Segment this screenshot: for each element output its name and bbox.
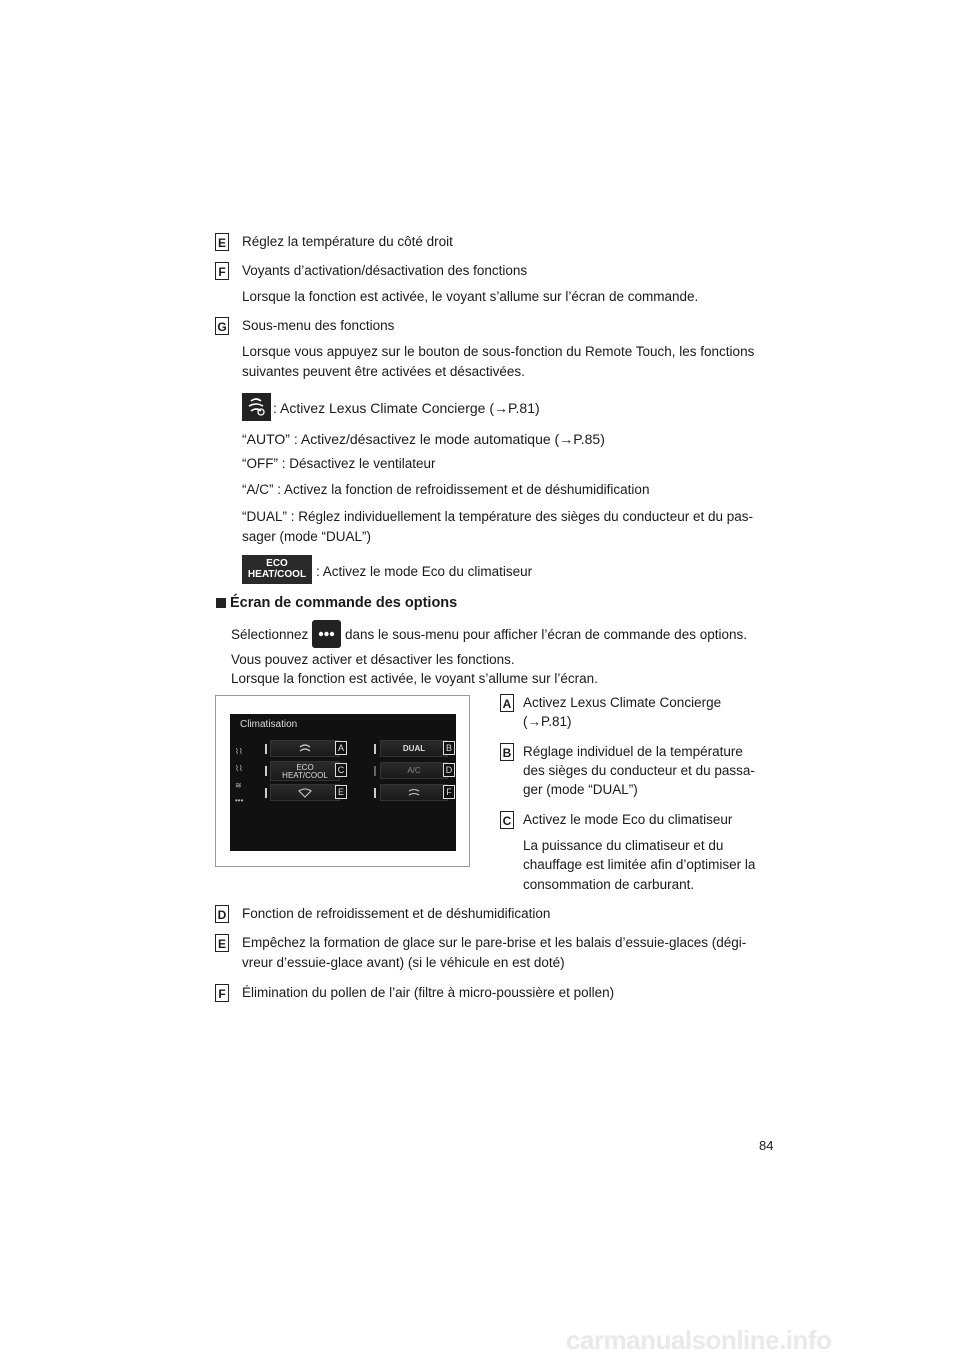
eco-btn-line-2: HEAT/COOL bbox=[282, 771, 328, 780]
pollen-filter-button[interactable] bbox=[380, 784, 448, 801]
screen-label-e: E bbox=[335, 785, 347, 799]
watermark bbox=[566, 1326, 956, 1354]
screen-label-c: C bbox=[335, 763, 347, 777]
badge-e: E bbox=[215, 233, 229, 251]
section-line-3: Lorsque la fonction est activée, le voyant s’allume sur l’écran. bbox=[231, 671, 598, 686]
eco-heat-cool-button[interactable] bbox=[270, 761, 340, 781]
submenu-auto: “AUTO” : Activez/désactivez le mode automatique (→P.85) bbox=[242, 431, 605, 447]
screen-title: Climatisation bbox=[240, 719, 298, 730]
item-e-line-2: vreur d’essuie-glace avant) (si le véhicule en est doté) bbox=[242, 955, 565, 970]
concierge-small-icon: ≋ bbox=[235, 781, 242, 790]
screen-label-d: D bbox=[443, 763, 455, 777]
section-title-text: Écran de commande des options bbox=[230, 595, 458, 611]
indicator-bar bbox=[265, 788, 267, 798]
eco-icon-line-2: HEAT/COOL bbox=[247, 569, 307, 580]
submenu-eco: : Activez le mode Eco du climatiseur bbox=[316, 564, 533, 579]
badge-a: A bbox=[500, 694, 514, 712]
page-number: 84 bbox=[759, 1138, 774, 1153]
screen-label-a: A bbox=[335, 741, 347, 755]
item-f-text: Élimination du pollen de l’air (filtre à micro-poussière et pollen) bbox=[242, 985, 615, 1000]
options-screen bbox=[230, 714, 456, 851]
indicator-bar bbox=[265, 766, 267, 776]
indicator-bar bbox=[374, 766, 376, 776]
submenu-ac: “A/C” : Activez la fonction de refroidissement et de déshumidification bbox=[242, 482, 650, 497]
dual-button[interactable]: DUAL bbox=[380, 740, 448, 757]
seat-heat-icon: ⌇⌇ bbox=[235, 747, 243, 756]
screen-label-b: B bbox=[443, 741, 455, 755]
item-a-line-2: (→P.81) bbox=[523, 714, 572, 729]
badge-g: G bbox=[215, 317, 229, 335]
badge-b: B bbox=[500, 743, 514, 761]
watermark-text: carmanualsonline.info bbox=[566, 1326, 832, 1354]
submenu-concierge: : Activez Lexus Climate Concierge (→P.81) bbox=[273, 400, 540, 416]
screen-label-f: F bbox=[443, 785, 455, 799]
item-a-line-1: Activez Lexus Climate Concierge bbox=[523, 695, 722, 710]
section-line-2: Vous pouvez activer et désactiver les fonctions. bbox=[231, 652, 515, 667]
badge-c: C bbox=[500, 811, 514, 829]
item-f-title: Voyants d’activation/désactivation des fonctions bbox=[242, 263, 528, 278]
concierge-button[interactable] bbox=[270, 740, 340, 757]
bullet-square-icon bbox=[216, 598, 226, 608]
more-options-icon bbox=[312, 620, 341, 648]
item-d-text: Fonction de refroidissement et de déshumidification bbox=[242, 906, 551, 921]
section-title bbox=[216, 595, 457, 611]
item-c-line-2: La puissance du climatiseur et du bbox=[523, 838, 724, 853]
item-f-desc: Lorsque la fonction est activée, le voyant s’allume sur l’écran de commande. bbox=[242, 289, 699, 304]
indicator-bar bbox=[374, 788, 376, 798]
defroster-button[interactable] bbox=[270, 784, 340, 801]
item-b-line-2: des sièges du conducteur et du passa- bbox=[523, 763, 755, 778]
submenu-off: “OFF” : Désactivez le ventilateur bbox=[242, 456, 436, 471]
submenu-dual-1: “DUAL” : Réglez individuellement la température des sièges du conducteur et du pas- bbox=[242, 509, 754, 524]
item-b-line-1: Réglage individuel de la température bbox=[523, 744, 743, 759]
section-select-post: dans le sous-menu pour afficher l’écran de commande des options. bbox=[345, 627, 747, 642]
seat-vent-icon: ⌇⌇ bbox=[235, 764, 243, 773]
indicator-bar bbox=[265, 744, 267, 754]
badge-f: F bbox=[215, 262, 229, 280]
indicator-bar bbox=[374, 744, 376, 754]
options-screen-figure bbox=[215, 695, 470, 867]
badge-d: D bbox=[215, 905, 229, 923]
concierge-icon bbox=[242, 393, 271, 421]
submenu-dual-2: sager (mode “DUAL”) bbox=[242, 529, 372, 544]
item-b-line-3: ger (mode “DUAL”) bbox=[523, 782, 638, 797]
eco-btn-line-1: ECO bbox=[296, 763, 314, 772]
badge-e-bottom: E bbox=[215, 934, 229, 952]
item-g-title: Sous-menu des fonctions bbox=[242, 318, 395, 333]
ac-button[interactable]: A/C bbox=[380, 762, 448, 779]
item-c-line-4: consommation de carburant. bbox=[523, 877, 695, 892]
badge-f-bottom: F bbox=[215, 984, 229, 1002]
eco-icon-line-1: ECO bbox=[266, 558, 288, 569]
section-select-pre: Sélectionnez bbox=[231, 627, 309, 642]
item-c-line-3: chauffage est limitée afin d’optimiser la bbox=[523, 857, 756, 872]
item-c-line-1: Activez le mode Eco du climatiseur bbox=[523, 812, 733, 827]
eco-heat-cool-icon bbox=[242, 555, 312, 584]
item-e-title: Réglez la température du côté droit bbox=[242, 234, 453, 249]
item-g-desc-2: suivantes peuvent être activées et désactivées. bbox=[242, 364, 525, 379]
more-small-icon: ••• bbox=[235, 796, 244, 805]
item-g-desc-1: Lorsque vous appuyez sur le bouton de sous-fonction du Remote Touch, les fonctions bbox=[242, 344, 755, 359]
item-e-line-1: Empêchez la formation de glace sur le pare-brise et les balais d’essuie-glaces (dégi- bbox=[242, 935, 747, 950]
